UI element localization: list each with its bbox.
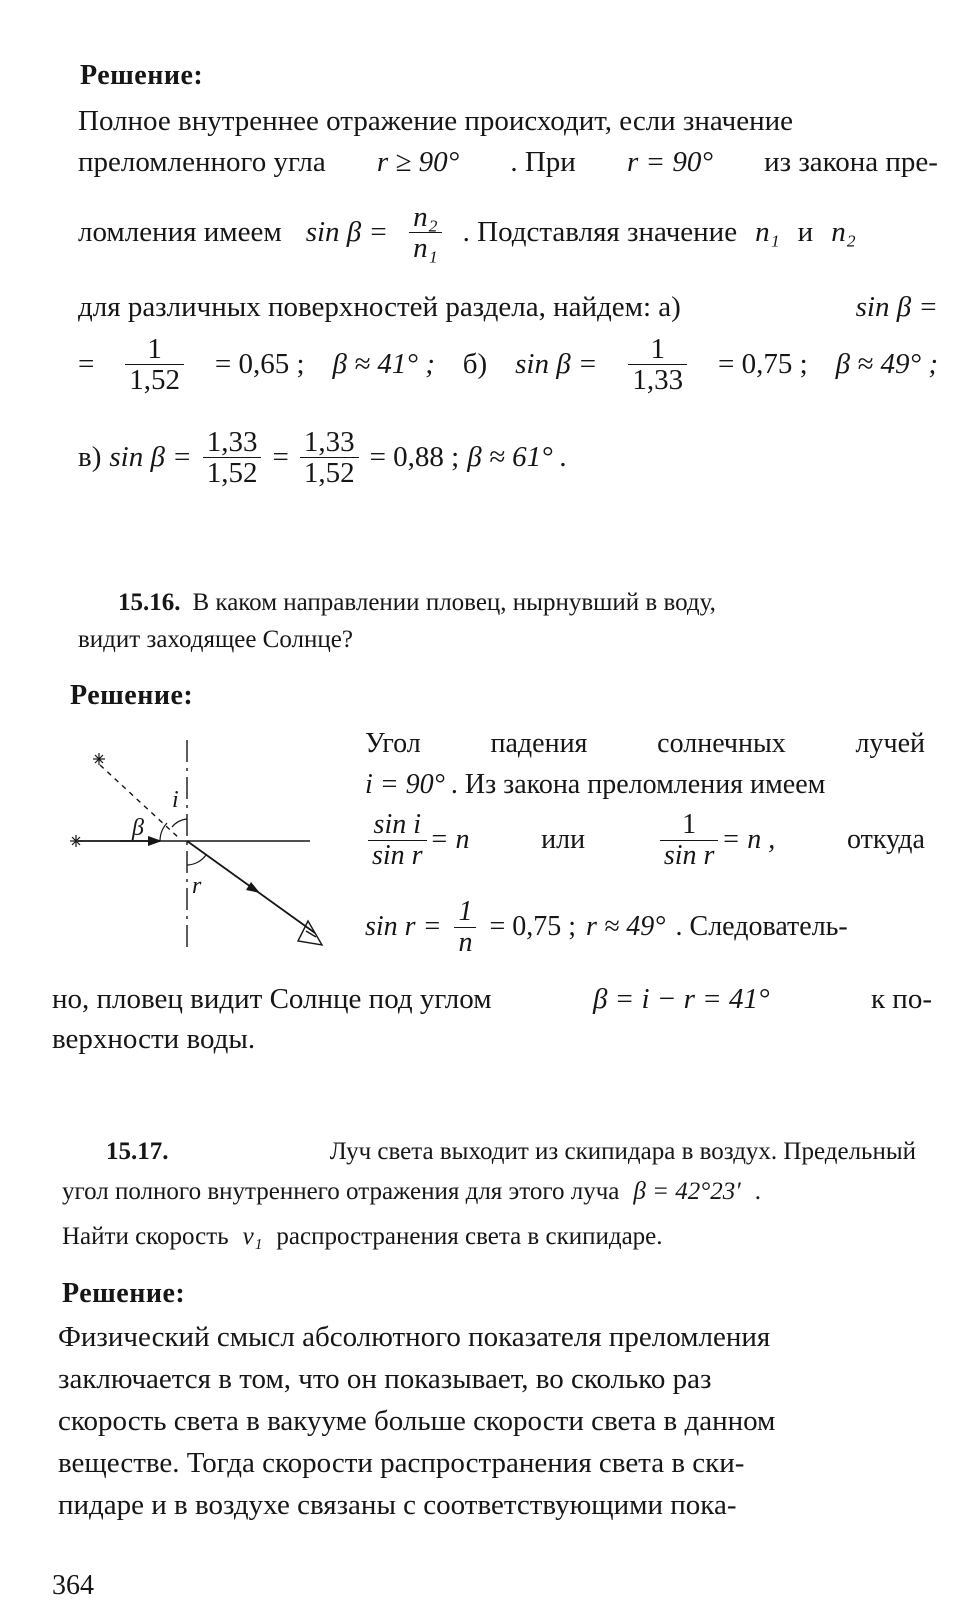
p16-formula-5b: β = i − r = 41° — [592, 983, 770, 1015]
s1-text-3a: ломления имеем — [78, 216, 282, 248]
s1-line-4 — [78, 290, 938, 324]
s1-formula-5g: β ≈ 49° ; — [835, 348, 938, 380]
p16-r2a: i = 90° — [365, 769, 445, 800]
p17-text-6: скорость света в вакууме больше скорости света в данном — [58, 1405, 776, 1437]
p16-r4c: r ≈ 49° — [586, 911, 666, 942]
p16-line-6 — [52, 1022, 552, 1056]
s1-line-1 — [78, 104, 938, 138]
p17-line-2 — [62, 1177, 932, 1207]
label-beta: β — [132, 815, 144, 841]
p17-line-8 — [58, 1488, 908, 1522]
p16-r1a: Угол — [365, 728, 421, 759]
s1-text-5b: = 0,65 ; — [214, 348, 305, 380]
p17-text-2c: . — [754, 1178, 761, 1205]
p16-fraction-3b — [660, 810, 719, 871]
s1-text-6a: в) — [78, 441, 102, 473]
p16-frac-4-num: 1 — [458, 895, 473, 927]
s1-text-4a: для различных поверхностей раздела, найдем: а) — [78, 291, 681, 323]
s1-fraction-6b — [300, 427, 359, 488]
p17-line-7 — [58, 1446, 908, 1480]
p16-line-5 — [52, 982, 932, 1016]
sun-icon-left — [70, 835, 82, 847]
s1-text-2e: из закона пре- — [764, 146, 938, 178]
p16-formula-3b — [657, 810, 775, 871]
p17-text-5: заключается в том, что он показывает, во сколько раз — [58, 1363, 712, 1395]
s1-line-2 — [78, 145, 938, 179]
p16-r3a: = n — [429, 824, 470, 855]
s1-text-2c: . При — [510, 146, 576, 178]
s1-formula-5e: sin β = — [515, 348, 598, 380]
p16-right-line-2 — [365, 768, 925, 802]
refracted-ray-arrow — [246, 882, 260, 893]
p17-formula-2b: β = 42°23′ — [633, 1178, 741, 1205]
s1-fraction-6a — [203, 427, 262, 488]
label-i: i — [172, 787, 179, 813]
p16-fraction-4 — [454, 897, 476, 958]
i-arc — [172, 819, 187, 827]
s1-text-5a: = — [78, 348, 95, 380]
s1-formula-6b: sin β = — [109, 441, 192, 473]
p16-r4b: = 0,75 ; — [489, 911, 577, 942]
s1-text-3c: . Подставляя значение — [462, 216, 738, 248]
p16-r1d: лучей — [855, 728, 925, 759]
s1-text-5d: б) — [462, 348, 488, 380]
p17-line-6 — [58, 1404, 908, 1438]
p17-line-1 — [106, 1137, 916, 1167]
s1-frac-6b-den: 1,52 — [300, 457, 359, 488]
p16-line-2 — [78, 625, 578, 655]
s1-formula-3b: sin β = — [305, 216, 389, 248]
s1-text-5f: = 0,75 ; — [718, 348, 808, 380]
p16-line-1 — [118, 588, 933, 618]
refraction-diagram — [60, 735, 360, 960]
s1-line-6 — [78, 425, 938, 489]
p16-frac-3b-den: sin r — [660, 840, 719, 871]
p16-right-line-1 — [365, 727, 925, 761]
p16-r3b: или — [541, 824, 586, 855]
solution-heading-1: Решение: — [80, 60, 204, 91]
p16-text-5c: к по- — [870, 983, 932, 1015]
p16-frac-3b-num: 1 — [682, 808, 697, 840]
p17-line-5 — [58, 1362, 908, 1396]
s1-frac-5a-num: 1 — [147, 332, 162, 365]
p16-frac-4-den: n — [454, 927, 476, 958]
p16-text-5a: но, пловец видит Солнце под углом — [52, 983, 492, 1015]
s1-frac-5b-den: 1,33 — [628, 364, 687, 395]
s1-formula-6e: β ≈ 61° . — [467, 441, 568, 473]
p17-text-2a: угол полного внутреннего отражения для этого луча — [62, 1178, 620, 1205]
p16-r1c: солнечных — [657, 728, 786, 759]
page-number: 364 — [52, 1570, 94, 1601]
s1-line-5 — [78, 332, 938, 396]
p17-text-8: пидаре и в воздухе связаны с соответствующими пока- — [58, 1489, 737, 1521]
s1-line-3 — [78, 200, 938, 264]
p16-r3d: откуда — [846, 824, 925, 855]
eye-icon — [298, 921, 322, 945]
s1-formula-4b: sin β = — [855, 291, 938, 323]
s1-frac-6a-num: 1,33 — [206, 425, 258, 458]
sun-icon-top — [93, 753, 105, 765]
p16-text-1: В каком направлении пловец, нырнувший в воду, — [192, 589, 716, 616]
s1-text-2a: преломленного угла — [78, 146, 326, 178]
p16-formula-3a — [365, 810, 469, 871]
p17-text-7: веществе. Тогда скорости распространения света в ски- — [58, 1447, 745, 1479]
s1-text-6d: = 0,88 ; — [369, 441, 460, 473]
s1-frac-3-num: n₂ — [413, 200, 438, 233]
p16-text-2: видит заходящее Солнце? — [78, 626, 353, 653]
p17-line-4 — [58, 1320, 908, 1354]
s1-formula-2d: r = 90° — [626, 146, 713, 178]
p16-r2b: . Из закона преломления имеем — [450, 769, 826, 800]
p16-fraction-3a — [368, 810, 427, 871]
p16-right-line-4 — [365, 895, 925, 959]
p17-formula-3b: v₁ — [242, 1223, 263, 1250]
s1-fraction-5b — [628, 334, 687, 395]
beta-arc — [160, 823, 167, 841]
p16-number: 15.16. — [118, 589, 181, 616]
s1-formula-2b: r ≥ 90° — [376, 146, 460, 178]
p17-text-3c: распространения света в скипидаре. — [276, 1223, 663, 1250]
p16-right-line-3 — [365, 808, 925, 872]
p17-text-3a: Найти скорость — [62, 1223, 229, 1250]
s1-text-6c: = — [272, 441, 289, 473]
s1-frac-6a-den: 1,52 — [203, 457, 262, 488]
p17-line-3 — [62, 1222, 822, 1252]
s1-fraction-3 — [409, 202, 442, 263]
s1-text-3e: и — [797, 216, 814, 248]
s1-frac-6b-num: 1,33 — [303, 425, 355, 458]
s1-frac-5a-den: 1,52 — [125, 364, 184, 395]
p16-r3c: = n , — [721, 824, 776, 855]
s1-text-1: Полное внутреннее отражение происходит, если значение — [78, 105, 793, 137]
p16-r4d: . Следователь- — [675, 911, 848, 942]
p16-frac-3a-den: sin r — [368, 840, 427, 871]
s1-formula-3d: n₁ — [755, 216, 780, 248]
s1-fraction-5a — [125, 334, 184, 395]
r-arc — [187, 855, 206, 865]
label-r: r — [192, 873, 202, 899]
s1-formula-3f: n₂ — [831, 216, 856, 248]
s1-frac-5b-num: 1 — [650, 332, 665, 365]
p16-text-6: верхности воды. — [52, 1023, 256, 1055]
p16-frac-3a-num: sin i — [373, 808, 422, 840]
p16-r4a: sin r = — [365, 911, 442, 942]
solution-heading-2: Решение: — [70, 680, 194, 711]
s1-formula-5c: β ≈ 41° ; — [332, 348, 435, 380]
s1-frac-3-den: n₁ — [409, 232, 442, 263]
p17-number: 15.17. — [106, 1138, 169, 1165]
p17-text-1: Луч света выходит из скипидара в воздух. Предельный — [329, 1138, 916, 1165]
solution-heading-3: Решение: — [62, 1278, 186, 1309]
p16-r1b: падения — [490, 728, 588, 759]
p17-text-4: Физический смысл абсолютного показателя преломления — [58, 1321, 771, 1353]
